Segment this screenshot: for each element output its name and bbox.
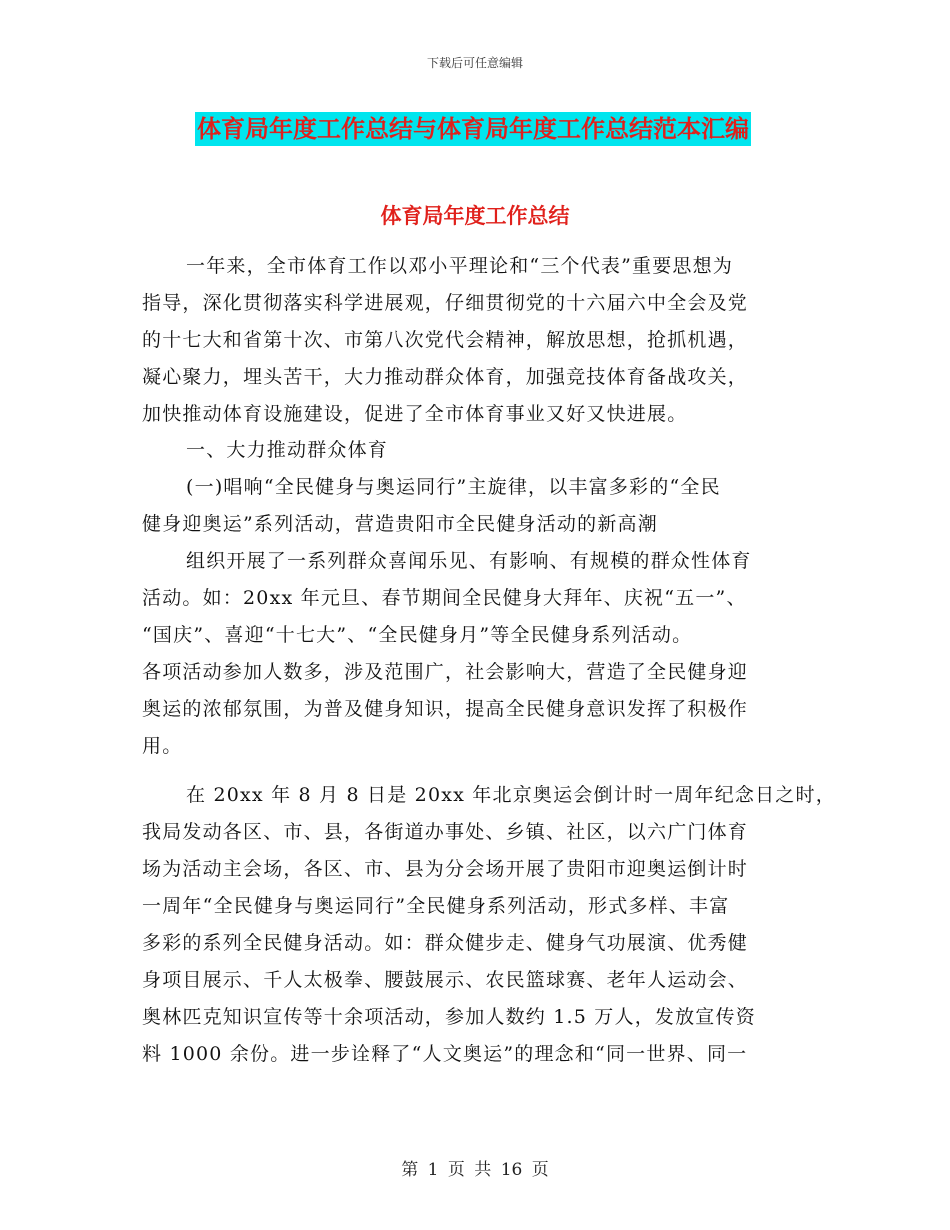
paragraph-line: 指导，深化贯彻落实科学进展观，仔细贯彻党的十六届六中全会及党 [142,291,749,314]
section-heading: 一、大力推动群众体育 [186,439,389,462]
paragraph-line: 料 1000 余份。进一步诠释了“人文奥运”的理念和“同一世界、同一 [142,1042,748,1065]
paragraph-line: 身项目展示、千人太极拳、腰鼓展示、农民篮球赛、老年人运动会、 [142,968,749,991]
paragraph-line: 用。 [142,734,183,757]
paragraph-line: 我局发动各区、市、县，各街道办事处、乡镇、社区，以六广门体育 [142,821,749,844]
paragraph-line: “国庆”、喜迎“十七大”、“全民健身月”等全民健身系列活动。 [142,623,693,646]
paragraph-line: 凝心聚力，埋头苦干，大力推动群众体育，加强竞技体育备战攻关， [142,365,749,388]
subsection-heading: (一)唱响“全民健身与奥运同行”主旋律，以丰富多彩的“全民 [186,476,721,499]
document-main-title: 体育局年度工作总结与体育局年度工作总结范本汇编 [195,112,751,146]
subsection-heading-line: 健身迎奥运”系列活动，营造贵阳市全民健身活动的新高潮 [142,513,658,536]
paragraph-line: 一年来，全市体育工作以邓小平理论和“三个代表”重要思想为 [186,255,734,277]
paragraph-line: 组织开展了一系列群众喜闻乐见、有影响、有规模的群众性体育 [186,550,752,573]
body-text [142,248,836,1073]
paragraph-line: 的十七大和省第十次、市第八次党代会精神，解放思想，抢抓机遇， [142,328,749,351]
paragraph-line: 在 20xx 年 8 月 8 日是 20xx 年北京奥运会倒计时一周年纪念日之时， [186,784,836,807]
header-note: 下载后可任意编辑 [426,56,523,70]
paragraph-line: 多彩的系列全民健身活动。如：群众健步走、健身气功展演、优秀健 [142,932,749,955]
paragraph-line: 奥运的浓郁氛围，为普及健身知识，提高全民健身意识发挥了积极作 [142,697,749,720]
paragraph-line: 活动。如：20xx 年元旦、春节期间全民健身大拜年、庆祝“五一”、 [142,587,747,610]
page-number-footer: 第 1 页 共 16 页 [401,1160,549,1180]
paragraph-line: 奥林匹克知识宣传等十余项活动，参加人数约 1.5 万人，发放宣传资 [142,1005,756,1028]
paragraph-line: 各项活动参加人数多，涉及范围广，社会影响大，营造了全民健身迎 [142,660,749,683]
paragraph-line: 一周年“全民健身与奥运同行”全民健身系列活动，形式多样、丰富 [142,895,730,918]
section-title: 体育局年度工作总结 [380,204,570,228]
paragraph-line: 加快推动体育设施建设，促进了全市体育事业又好又快进展。 [142,402,688,425]
paragraph-line: 场为活动主会场，各区、市、县为分会场开展了贵阳市迎奥运倒计时 [142,858,749,881]
